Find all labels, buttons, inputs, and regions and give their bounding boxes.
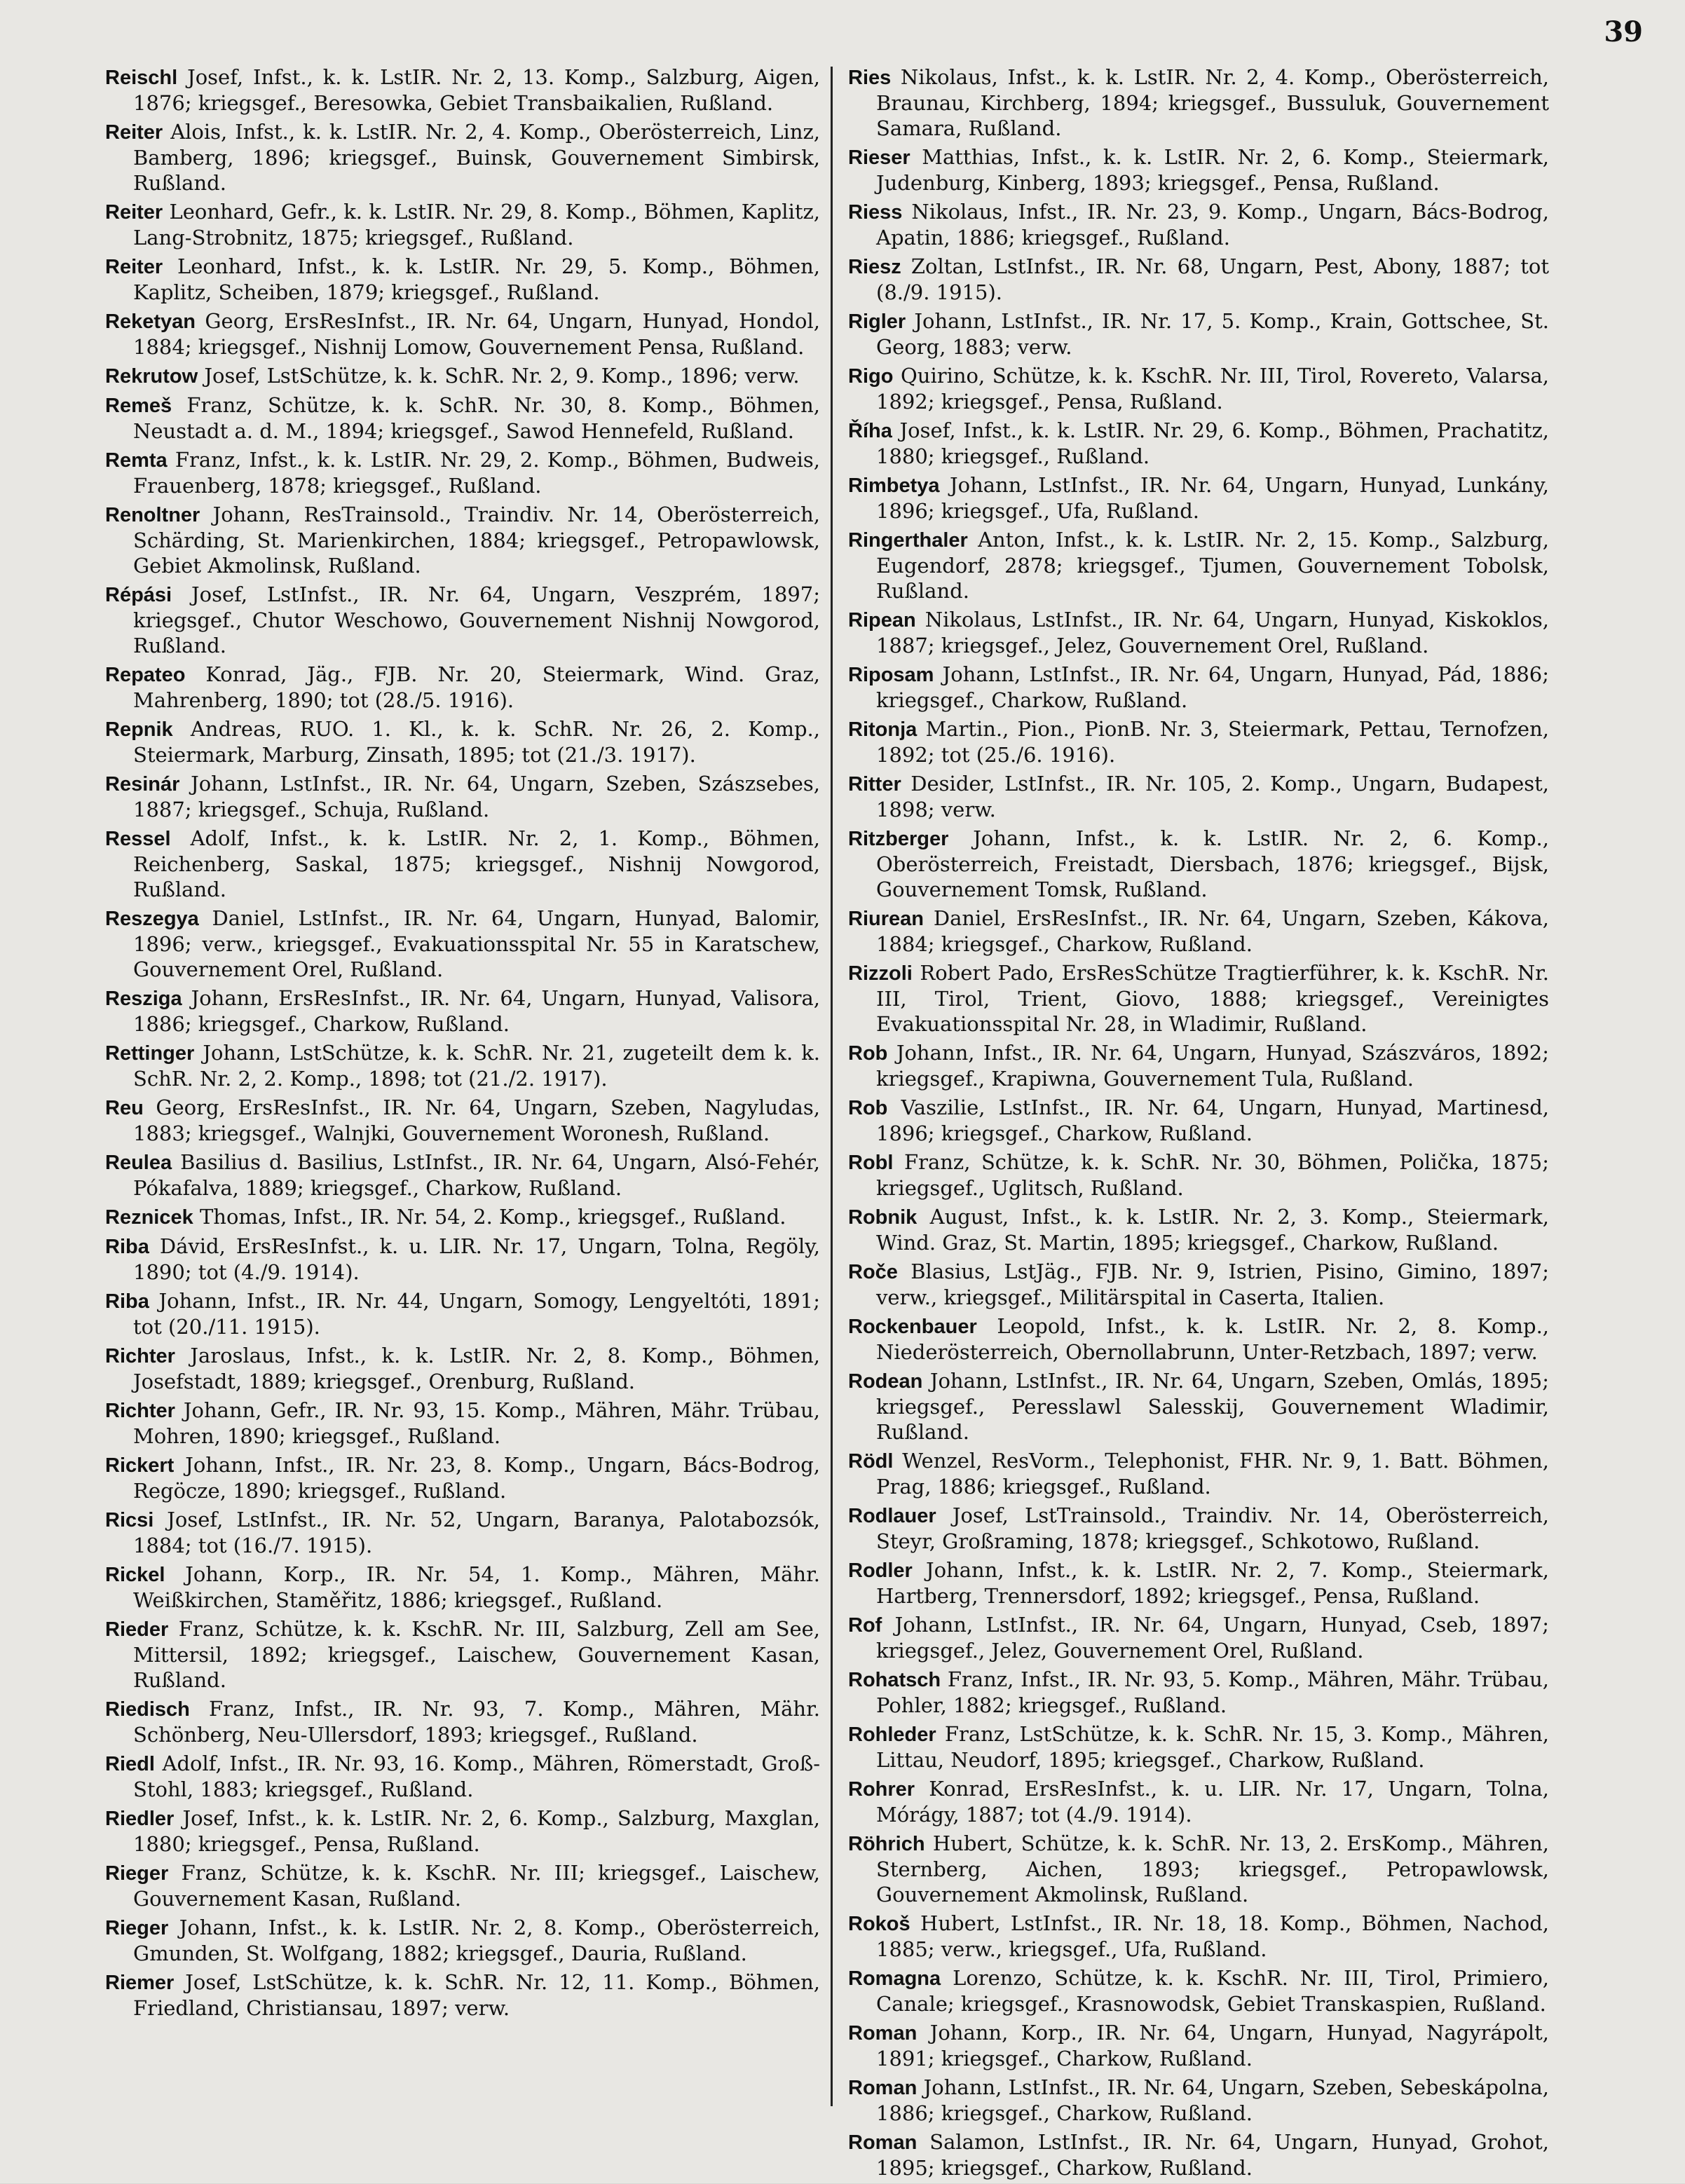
- entry-surname: Rickel: [105, 1564, 165, 1586]
- register-entry: [848, 1313, 1549, 1365]
- entry-details: Daniel, ErsResInfst., IR. Nr. 64, Ungarn, Szeben, Kákova, 1884; kriegsgef., Charkow, Rußland.: [876, 906, 1550, 956]
- register-entry: [848, 1776, 1549, 1827]
- entry-details: Josef, Infst., k. k. LstIR. Nr. 29, 6. Komp., Böhmen, Prachatitz, 1880; kriegsgef., Rußland.: [876, 418, 1549, 468]
- entry-surname: Romagna: [848, 1967, 941, 1990]
- entry-details: Johann, LstInfst., IR. Nr. 64, Ungarn, Hunyad, Cseb, 1897; kriegsgef., Jelez, Gouvernement Orel, Rußland.: [876, 1613, 1549, 1663]
- register-entry: [105, 662, 820, 713]
- entry-surname: Reiter: [105, 256, 163, 278]
- register-entry: [105, 771, 820, 822]
- entry-surname: Röhrich: [848, 1833, 925, 1855]
- entry-details: Martin., Pion., PionB. Nr. 3, Steiermark, Pettau, Ternofzen, 1892; tot (25./6. 1916).: [876, 717, 1549, 767]
- entry-surname: Riedler: [105, 1808, 175, 1830]
- register-entry: [105, 308, 820, 360]
- entry-surname: Ritter: [848, 773, 901, 796]
- entry-surname: Resziga: [105, 988, 182, 1010]
- entry-surname: Rob: [848, 1097, 888, 1119]
- entry-details: Jaroslaus, Infst., k. k. LstIR. Nr. 2, 8. Komp., Böhmen, Josefstadt, 1889; kriegsgef., Orenburg, Rußland.: [133, 1344, 821, 1393]
- entry-details: Konrad, Jäg., FJB. Nr. 20, Steiermark, Wind. Graz, Mahrenberg, 1890; tot (28./5. 1916).: [133, 662, 821, 712]
- register-entry: [848, 826, 1549, 902]
- entry-details: Franz, Schütze, k. k. SchR. Nr. 30, Böhmen, Polička, 1875; kriegsgef., Uglitsch, Rußland.: [876, 1150, 1549, 1200]
- register-entry: [848, 418, 1549, 469]
- entry-details: Johann, Korp., IR. Nr. 54, 1. Komp., Mähren, Mähr. Weißkirchen, Staměřitz, 1886; kriegsgef., Rußland.: [133, 1562, 820, 1612]
- entry-details: Quirino, Schütze, k. k. KschR. Nr. III, Tirol, Rovereto, Valarsa, 1892; kriegsgef., Pensa, Rußland.: [876, 364, 1549, 414]
- register-entry: [105, 447, 820, 498]
- register-entry: [105, 1915, 820, 1966]
- register-entry: [848, 1503, 1549, 1554]
- register-entry: [848, 1259, 1549, 1310]
- register-entry: [105, 716, 820, 767]
- entry-surname: Riba: [105, 1290, 149, 1313]
- entry-surname: Rizzoli: [848, 962, 913, 985]
- register-entry: [105, 254, 820, 305]
- entry-details: Nikolaus, Infst., IR. Nr. 23, 9. Komp., Ungarn, Bács-Bodrog, Apatin, 1886; kriegsgef., Rußland.: [876, 200, 1550, 250]
- entry-surname: Ritonja: [848, 718, 917, 741]
- entry-details: Wenzel, ResVorm., Telephonist, FHR. Nr. 9, 1. Batt. Böhmen, Prag, 1886; kriegsgef., Rußland.: [876, 1449, 1550, 1499]
- register-entry: [105, 826, 820, 902]
- entry-surname: Reketyan: [105, 310, 196, 333]
- register-entry: [105, 1970, 820, 2021]
- register-entry: [848, 1040, 1549, 1091]
- register-entry: [105, 1751, 820, 1802]
- entry-surname: Rieger: [105, 1917, 169, 1939]
- entry-surname: Roman: [848, 2022, 917, 2045]
- register-entry: [105, 1860, 820, 1911]
- register-entry: [105, 363, 820, 389]
- entry-surname: Richter: [105, 1400, 175, 1422]
- entry-details: Zoltan, LstInfst., IR. Nr. 68, Ungarn, Pest, Abony, 1887; tot (8./9. 1915).: [876, 254, 1549, 304]
- entry-details: Salamon, LstInfst., IR. Nr. 64, Ungarn, Hunyad, Grohot, 1895; kriegsgef., Charkow, Rußland.: [876, 2130, 1550, 2180]
- entry-surname: Rieser: [848, 146, 910, 169]
- register-entry: [848, 607, 1549, 658]
- register-entry: [848, 1721, 1549, 1773]
- entry-surname: Rieder: [105, 1618, 169, 1641]
- entry-details: Alois, Infst., k. k. LstIR. Nr. 2, 4. Komp., Oberösterreich, Linz, Bamberg, 1896; kriegsgef., Buinsk, Gouvernement Simbirsk, Rußland.: [133, 120, 821, 195]
- entry-surname: Rickert: [105, 1454, 175, 1477]
- entry-details: Franz, Infst., IR. Nr. 93, 5. Komp., Mähren, Mähr. Trübau, Pohler, 1882; kriegsgef., Rußland.: [876, 1667, 1550, 1717]
- register-entry: [105, 1288, 820, 1339]
- entry-details: Johann, Infst., IR. Nr. 44, Ungarn, Somogy, Lengyeltóti, 1891; tot (20./11. 1915).: [133, 1289, 820, 1339]
- entry-details: Blasius, LstJäg., FJB. Nr. 9, Istrien, Pisino, Gimino, 1897; verw., kriegsgef., Militärspital in Caserta, Italien.: [876, 1260, 1549, 1309]
- register-entry: [105, 582, 820, 658]
- entry-details: August, Infst., k. k. LstIR. Nr. 2, 3. Komp., Steiermark, Wind. Graz, St. Martin, 1895; kriegsgef., Charkow, Rußland.: [876, 1205, 1550, 1255]
- entry-details: Josef, LstTrainsold., Traindiv. Nr. 14, Oberösterreich, Steyr, Großraming, 1878; kriegsgef., Schkotowo, Rußland.: [876, 1503, 1549, 1553]
- entry-surname: Rödl: [848, 1450, 894, 1473]
- entry-surname: Robl: [848, 1152, 894, 1174]
- entry-surname: Reiter: [105, 201, 163, 224]
- entry-surname: Ries: [848, 67, 892, 89]
- entry-surname: Reiter: [105, 121, 163, 144]
- entry-details: Georg, ErsResInfst., IR. Nr. 64, Ungarn, Szeben, Nagyludas, 1883; kriegsgef., Walnjki, Gouvernement Woronesh, Rußland.: [133, 1096, 821, 1145]
- register-entry: [105, 199, 820, 250]
- entry-surname: Rockenbauer: [848, 1316, 977, 1338]
- entry-details: Johann, Infst., k. k. LstIR. Nr. 2, 8. Komp., Oberösterreich, Gmunden, St. Wolfgang, 1882; kriegsgef., Dauria, Rußland.: [133, 1916, 821, 1965]
- entry-details: Nikolaus, Infst., k. k. LstIR. Nr. 2, 4. Komp., Oberösterreich, Braunau, Kirchberg, 1894; kriegsgef., Bussuluk, Gouvernement Samara, Rußland.: [876, 65, 1549, 140]
- entry-details: Andreas, RUO. 1. Kl., k. k. SchR. Nr. 26, 2. Komp., Steiermark, Marburg, Zinsath, 1895; tot (21./3. 1917).: [133, 717, 820, 767]
- register-entry: [105, 1343, 820, 1394]
- entry-surname: Reulea: [105, 1152, 172, 1174]
- register-entry: [848, 2075, 1549, 2126]
- register-entry: [848, 527, 1549, 603]
- entry-surname: Remeš: [105, 395, 172, 417]
- entry-surname: Rigler: [848, 310, 906, 333]
- entry-details: Johann, ResTrainsold., Traindiv. Nr. 14, Oberösterreich, Schärding, St. Marienkirchen, 1884; kriegsgef., Petropawlowsk, Gebiet Akmolinsk, Rußland.: [133, 503, 821, 578]
- entry-surname: Rohleder: [848, 1724, 936, 1746]
- entry-details: Johann, LstInfst., IR. Nr. 17, 5. Komp., Krain, Gottschee, St. Georg, 1883; verw.: [876, 309, 1550, 359]
- entry-details: Johann, Infst., k. k. LstIR. Nr. 2, 7. Komp., Steiermark, Hartberg, Trennersdorf, 1892; kriegsgef., Pensa, Rußland.: [876, 1558, 1549, 1608]
- entry-surname: Ringerthaler: [848, 529, 968, 552]
- entry-details: Johann, LstInfst., IR. Nr. 64, Ungarn, Hunyad, Pád, 1886; kriegsgef., Charkow, Rußland.: [876, 662, 1549, 712]
- entry-surname: Rokoš: [848, 1913, 910, 1935]
- entry-details: Adolf, Infst., IR. Nr. 93, 16. Komp., Mähren, Römerstadt, Groß-Stohl, 1883; kriegsgef., Rußland.: [133, 1752, 820, 1801]
- entry-surname: Riedisch: [105, 1698, 190, 1721]
- register-entry: [105, 1234, 820, 1285]
- register-entry: [848, 2020, 1549, 2071]
- register-entry: [848, 1204, 1549, 1255]
- register-entry: [848, 1612, 1549, 1663]
- entry-surname: Rekrutow: [105, 365, 198, 388]
- register-entry: [105, 393, 820, 444]
- entry-surname: Ressel: [105, 828, 171, 850]
- entry-surname: Répási: [105, 584, 172, 606]
- entry-details: Josef, Infst., k. k. LstIR. Nr. 2, 6. Komp., Salzburg, Maxglan, 1880; kriegsgef., Pensa, Rußland.: [133, 1806, 820, 1856]
- entry-surname: Riess: [848, 201, 903, 224]
- register-entry: [848, 960, 1549, 1037]
- entry-surname: Rieger: [105, 1862, 169, 1885]
- entry-details: Vaszilie, LstInfst., IR. Nr. 64, Ungarn, Hunyad, Martinesd, 1896; kriegsgef., Charkow, Rußland.: [876, 1096, 1550, 1145]
- entry-details: Johann, Gefr., IR. Nr. 93, 15. Komp., Mähren, Mähr. Trübau, Mohren, 1890; kriegsgef., Rußland.: [133, 1398, 820, 1448]
- register-entry: [848, 144, 1549, 196]
- entry-surname: Říha: [848, 420, 892, 442]
- entry-surname: Repnik: [105, 718, 173, 741]
- register-entry: [848, 771, 1549, 822]
- entry-details: Basilius d. Basilius, LstInfst., IR. Nr. 64, Ungarn, Alsó-Fehér, Pókafalva, 1889; kriegsgef., Charkow, Rußland.: [133, 1150, 820, 1200]
- entry-details: Franz, LstSchütze, k. k. SchR. Nr. 15, 3. Komp., Mähren, Littau, Neudorf, 1895; kriegsgef., Charkow, Rußland.: [876, 1722, 1549, 1772]
- entry-details: Thomas, Infst., IR. Nr. 54, 2. Komp., kriegsgef., Rußland.: [199, 1205, 786, 1229]
- entry-surname: Reu: [105, 1097, 144, 1119]
- entry-details: Josef, LstSchütze, k. k. SchR. Nr. 2, 9. Komp., 1896; verw.: [204, 364, 800, 388]
- entry-surname: Riposam: [848, 664, 934, 686]
- entry-details: Franz, Schütze, k. k. KschR. Nr. III, Salzburg, Zell am See, Mittersil, 1892; kriegsgef., Laischew, Gouvernement Kasan, Rußland.: [133, 1617, 820, 1692]
- entry-surname: Rob: [848, 1042, 888, 1065]
- register-entry: [105, 906, 820, 982]
- right-column: [848, 64, 1549, 2184]
- entry-surname: Rohrer: [848, 1778, 915, 1801]
- register-entry: [105, 1452, 820, 1503]
- register-entry: [105, 502, 820, 578]
- entry-details: Josef, LstSchütze, k. k. SchR. Nr. 12, 11. Komp., Böhmen, Friedland, Christiansau, 1897; verw.: [133, 1970, 820, 2020]
- entry-surname: Roman: [848, 2077, 917, 2099]
- entry-surname: Rettinger: [105, 1042, 195, 1065]
- entry-details: Johann, Infst., IR. Nr. 64, Ungarn, Hunyad, Szászváros, 1892; kriegsgef., Krapiwna, Gouvernement Tula, Rußland.: [876, 1041, 1550, 1091]
- entry-details: Josef, Infst., k. k. LstIR. Nr. 2, 13. Komp., Salzburg, Aigen, 1876; kriegsgef., Beresowka, Gebiet Transbaikalien, Rußland.: [133, 65, 821, 115]
- register-entry: [848, 308, 1549, 360]
- column-divider: [831, 67, 833, 2106]
- entry-details: Georg, ErsResInfst., IR. Nr. 64, Ungarn, Hunyad, Hondol, 1884; kriegsgef., Nishnij Lomow, Gouvernement Pensa, Rußland.: [133, 309, 821, 359]
- register-entry: [105, 1616, 820, 1693]
- entry-details: Robert Pado, ErsResSchütze Tragtierführer, k. k. KschR. Nr. III, Tirol, Trient, Giovo, 1888; kriegsgef., Vereinigtes Evakuationsspital Nr. 28, in Wladimir, Rußland.: [876, 961, 1549, 1036]
- entry-details: Lorenzo, Schütze, k. k. KschR. Nr. III, Tirol, Primiero, Canale; kriegsgef., Krasnowodsk, Gebiet Transkaspien, Rußland.: [876, 1966, 1550, 2016]
- entry-details: Leonhard, Infst., k. k. LstIR. Nr. 29, 5. Komp., Böhmen, Kaplitz, Scheiben, 1879; kriegsgef., Rußland.: [133, 254, 821, 304]
- entry-surname: Rigo: [848, 365, 894, 388]
- entry-details: Johann, LstInfst., IR. Nr. 64, Ungarn, Szeben, Szászsebes, 1887; kriegsgef., Schuja, Rußland.: [133, 772, 821, 821]
- entry-surname: Roman: [848, 2131, 917, 2154]
- entry-surname: Riurean: [848, 908, 924, 930]
- entry-details: Franz, Schütze, k. k. SchR. Nr. 30, 8. Komp., Böhmen, Neustadt a. d. M., 1894; kriegsgef., Sawod Hennefeld, Rußland.: [133, 393, 820, 443]
- register-entry: [848, 254, 1549, 305]
- page-number: 39: [1604, 15, 1643, 48]
- entry-surname: Rof: [848, 1614, 882, 1637]
- entry-details: Johann, Infst., k. k. LstIR. Nr. 2, 6. Komp., Oberösterreich, Freistadt, Diersbach, 1876; kriegsgef., Bijsk, Gouvernement Tomsk, Rußland.: [876, 826, 1549, 901]
- entry-surname: Rodean: [848, 1370, 923, 1393]
- register-entry: [848, 906, 1549, 957]
- register-entry: [105, 1095, 820, 1146]
- entry-surname: Ripean: [848, 609, 916, 632]
- entry-details: Konrad, ErsResInfst., k. u. LIR. Nr. 17, Ungarn, Tolna, Mórágy, 1887; tot (4./9. 1914).: [876, 1777, 1550, 1827]
- entry-details: Josef, LstInfst., IR. Nr. 64, Ungarn, Veszprém, 1897; kriegsgef., Chutor Weschowo, Gouvernement Nishnij Nowgorod, Rußland.: [133, 582, 820, 657]
- entry-details: Adolf, Infst., k. k. LstIR. Nr. 2, 1. Komp., Böhmen, Reichenberg, Saskal, 1875; kriegsgef., Nishnij Nowgorod, Rußland.: [133, 826, 820, 901]
- register-entry: [848, 1368, 1549, 1445]
- register-entry: [105, 1507, 820, 1558]
- left-column: [105, 64, 820, 2024]
- entry-details: Leonhard, Gefr., k. k. LstIR. Nr. 29, 8. Komp., Böhmen, Kaplitz, Lang-Strobnitz, 1875; kriegsgef., Rußland.: [133, 200, 821, 250]
- entry-surname: Rodler: [848, 1559, 913, 1582]
- entry-surname: Reszegya: [105, 908, 199, 930]
- register-entry: [848, 1965, 1549, 2016]
- entry-details: Hubert, Schütze, k. k. SchR. Nr. 13, 2. ErsKomp., Mähren, Sternberg, Aichen, 1893; kriegsgef., Petropawlowsk, Gouvernement Akmolinsk, Rußland.: [876, 1831, 1549, 1906]
- register-entry: [848, 1095, 1549, 1146]
- register-entry: [848, 472, 1549, 524]
- register-entry: [848, 1667, 1549, 1718]
- entry-surname: Reznicek: [105, 1206, 193, 1229]
- register-entry: [848, 662, 1549, 713]
- entry-surname: Resinár: [105, 773, 180, 796]
- register-entry: [848, 1557, 1549, 1609]
- entry-details: Dávid, ErsResInfst., k. u. LIR. Nr. 17, Ungarn, Tolna, Regöly, 1890; tot (4./9. 1914).: [133, 1234, 820, 1284]
- entry-details: Johann, LstInfst., IR. Nr. 64, Ungarn, Szeben, Omlás, 1895; kriegsgef., Peresslawl Salesskij, Gouvernement Wladimir, Rußland.: [876, 1369, 1549, 1444]
- entry-surname: Ricsi: [105, 1509, 154, 1531]
- entry-details: Hubert, LstInfst., IR. Nr. 18, 18. Komp., Böhmen, Nachod, 1885; verw., kriegsgef., Ufa, Rußland.: [876, 1911, 1550, 1961]
- register-entry: [848, 716, 1549, 767]
- entry-details: Johann, ErsResInfst., IR. Nr. 64, Ungarn, Hunyad, Valisora, 1886; kriegsgef., Charkow, Rußland.: [133, 986, 820, 1036]
- entry-surname: Robnik: [848, 1206, 917, 1229]
- register-entry: [105, 985, 820, 1037]
- entry-surname: Reischl: [105, 67, 178, 89]
- register-entry: [105, 1398, 820, 1449]
- register-entry: [848, 64, 1549, 141]
- register-entry: [105, 119, 820, 196]
- entry-surname: Rimbetya: [848, 475, 940, 497]
- entry-surname: Riemer: [105, 1972, 175, 1994]
- entry-surname: Remta: [105, 449, 168, 472]
- register-entry: [848, 1149, 1549, 1201]
- entry-details: Matthias, Infst., k. k. LstIR. Nr. 2, 6. Komp., Steiermark, Judenburg, Kinberg, 1893; kriegsgef., Pensa, Rußland.: [876, 145, 1549, 195]
- entry-surname: Rohatsch: [848, 1669, 941, 1691]
- register-entry: [105, 1696, 820, 1747]
- entry-details: Johann, LstInfst., IR. Nr. 64, Ungarn, Szeben, Sebeskápolna, 1886; kriegsgef., Charkow, Rußland.: [876, 2075, 1550, 2125]
- entry-surname: Roče: [848, 1261, 898, 1283]
- entry-surname: Repateo: [105, 664, 186, 686]
- entry-details: Daniel, LstInfst., IR. Nr. 64, Ungarn, Hunyad, Balomir, 1896; verw., kriegsgef., Evakuationsspital Nr. 55 in Karatschew, Gouvernement Orel, Rußland.: [133, 906, 821, 981]
- register-entry: [105, 1204, 820, 1230]
- entry-surname: Riedl: [105, 1753, 155, 1775]
- register-entry: [848, 199, 1549, 250]
- entry-details: Johann, LstInfst., IR. Nr. 64, Ungarn, Hunyad, Lunkány, 1896; kriegsgef., Ufa, Rußland.: [876, 473, 1550, 523]
- entry-surname: Riba: [105, 1236, 149, 1258]
- register-entry: [848, 363, 1549, 414]
- entry-surname: Ritzberger: [848, 828, 949, 850]
- register-entry: [105, 1040, 820, 1091]
- register-entry: [848, 1448, 1549, 1499]
- entry-surname: Rodlauer: [848, 1505, 936, 1527]
- entry-details: Franz, Schütze, k. k. KschR. Nr. III; kriegsgef., Laischew, Gouvernement Kasan, Rußland.: [133, 1861, 821, 1911]
- register-entry: [105, 1562, 820, 1613]
- entry-details: Johann, Korp., IR. Nr. 64, Ungarn, Hunyad, Nagyrápolt, 1891; kriegsgef., Charkow, Rußland.: [876, 2021, 1549, 2070]
- register-entry: [848, 2129, 1549, 2180]
- register-entry: [848, 1831, 1549, 1907]
- entry-details: Leopold, Infst., k. k. LstIR. Nr. 2, 8. Komp., Niederösterreich, Obernollabrunn, Unter-Retzbach, 1897; verw.: [876, 1314, 1549, 1364]
- entry-surname: Renoltner: [105, 504, 200, 526]
- register-entry: [105, 1806, 820, 1857]
- register-entry: [848, 1911, 1549, 1962]
- entry-surname: Riesz: [848, 256, 901, 278]
- register-entry: [105, 64, 820, 116]
- entry-details: Franz, Infst., IR. Nr. 93, 7. Komp., Mähren, Mähr. Schönberg, Neu-Ullersdorf, 1893; kriegsgef., Rußland.: [133, 1697, 821, 1747]
- entry-details: Johann, LstSchütze, k. k. SchR. Nr. 21, zugeteilt dem k. k. SchR. Nr. 2, 2. Komp., 1898; tot (21./2. 1917).: [133, 1041, 821, 1091]
- entry-details: Nikolaus, LstInfst., IR. Nr. 64, Ungarn, Hunyad, Kiskoklos, 1887; kriegsgef., Jelez, Gouvernement Orel, Rußland.: [876, 608, 1549, 657]
- entry-details: Johann, Infst., IR. Nr. 23, 8. Komp., Ungarn, Bács-Bodrog, Regöcze, 1890; kriegsgef., Rußland.: [133, 1453, 820, 1503]
- entry-details: Anton, Infst., k. k. LstIR. Nr. 2, 15. Komp., Salzburg, Eugendorf, 2878; kriegsgef., Tjumen, Gouvernement Tobolsk, Rußland.: [876, 528, 1549, 603]
- entry-details: Josef, LstInfst., IR. Nr. 52, Ungarn, Baranya, Palotabozsók, 1884; tot (16./7. 1915).: [133, 1508, 820, 1557]
- entry-details: Franz, Infst., k. k. LstIR. Nr. 29, 2. Komp., Böhmen, Budweis, Frauenberg, 1878; kriegsgef., Rußland.: [133, 448, 820, 498]
- register-entry: [105, 1149, 820, 1201]
- entry-surname: Richter: [105, 1345, 175, 1367]
- entry-details: Desider, LstInfst., IR. Nr. 105, 2. Komp., Ungarn, Budapest, 1898; verw.: [876, 772, 1549, 821]
